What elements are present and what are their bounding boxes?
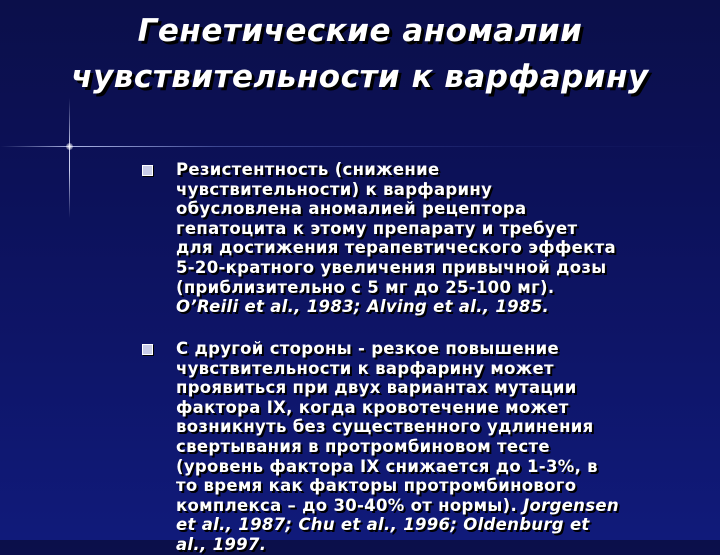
bullet-1-line: 5-20-кратного увеличения привычной дозы	[176, 257, 607, 277]
bullet-2-line: свертывания в протромбиновом тесте	[176, 436, 550, 456]
bullet-2-line: возникнуть без существенного удлинения	[176, 417, 594, 437]
square-bullet-icon	[142, 165, 153, 176]
slide-title-line-2: чувствительности к варфарину	[71, 59, 649, 95]
bullet-2-line: чувствительности к варфарину может	[176, 358, 554, 378]
bullet-resistance	[158, 160, 698, 317]
bullet-1-line: обусловлена аномалией рецептора	[176, 199, 527, 219]
bullet-2-line: фактора IX, когда кровотечение может	[176, 397, 569, 417]
bullet-2-citation: et al., 1987; Chu et al., 1996; Oldenburg et	[176, 515, 590, 535]
bullet-2-citation-start: Jorgensen	[523, 495, 619, 515]
bullet-2-citation-end: al., 1997.	[176, 534, 267, 554]
bullet-1-line: Резистентность (снижение	[176, 160, 440, 179]
bullet-1-line: (приблизительно с 5 мг до 25-100 мг).	[176, 277, 555, 297]
bullet-1-line: чувствительности) к варфарину	[176, 179, 493, 199]
bullet-1-line: для достижения терапевтического эффекта	[176, 238, 616, 258]
slide-title	[0, 8, 720, 100]
star-flare-vertical	[69, 98, 70, 218]
square-bullet-icon	[142, 344, 153, 355]
bullet-2-line: комплекса – до 30-40% от нормы).	[176, 495, 518, 515]
bullet-1-citation: O’Reili et al., 1983; Alving et al., 1985.	[176, 297, 550, 317]
bullet-2-line: (уровень фактора IX снижается до 1-3%, в	[176, 456, 598, 476]
slide-title-line-1: Генетические аномалии	[137, 13, 583, 49]
bullet-2-line-with-citation	[158, 496, 698, 516]
star-flare-core	[66, 143, 73, 150]
bullet-sensitivity	[158, 339, 698, 555]
bullet-2-line: проявиться при двух вариантах мутации	[176, 378, 577, 398]
bullet-2-line: С другой стороны - резкое повышение	[176, 339, 560, 358]
bullet-1-line: гепатоцита к этому препарату и требует	[176, 218, 578, 238]
star-flare-horizontal	[0, 146, 720, 147]
bullet-2-line: то время как факторы протромбинового	[176, 476, 577, 496]
